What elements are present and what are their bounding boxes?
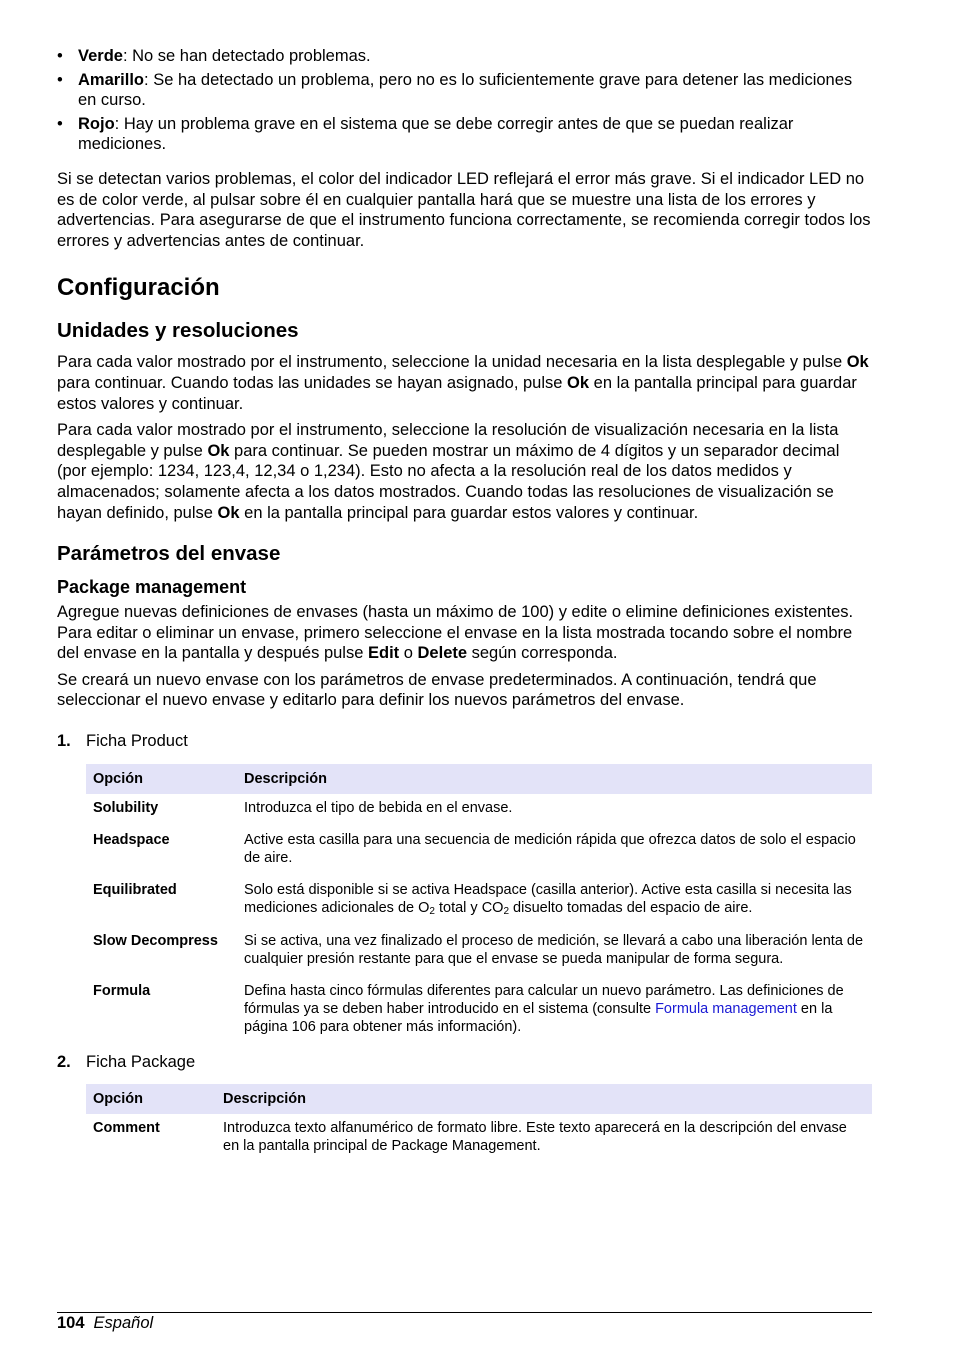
heading-parametros: Parámetros del envase (57, 542, 281, 566)
table-header-row (86, 764, 872, 794)
column-header-opcion: Opción (86, 764, 237, 794)
table-row: Comment Introduzca texto alfanumérico de formato libre. Este texto aparecerá en la descripción del envase en la pantalla principal de Package Management. (93, 1120, 847, 1155)
page-number: 104 (57, 1314, 85, 1332)
table-row: Slow Decompress Si se activa, una vez finalizado el proceso de medición, se llevará a cabo una liberación lenta de cualquier presión restante para que el envase se pueda manipular de forma segura. (93, 932, 864, 967)
table-row: Formula Defina hasta cinco fórmulas diferentes para calcular un nuevo parámetro. Las definiciones de fórmulas ya se deben haber introducido en el sistema (consulte Formula management en la página 106 para obtener más información). (93, 983, 844, 1036)
list-item: • Verde: No se han detectado problemas. (57, 46, 872, 67)
heading-unidades: Unidades y resoluciones (57, 319, 299, 343)
product-options-table (86, 764, 872, 1046)
heading-package-management: Package management (57, 577, 247, 598)
units-paragraph-1: Para cada valor mostrado por el instrumento, seleccione la unidad necesaria en la lista desplegable y pulse Ok para continuar. Cuando todas las unidades se hayan asignado, pulse Ok en la pantalla principal para guardar estos valores y continuar. (57, 353, 869, 413)
page-content (57, 46, 872, 1165)
page-footer (57, 1312, 872, 1333)
package-paragraph-2: Se creará un nuevo envase con los parámetros de envase predeterminados. A continuación, tendrá que seleccionar el nuevo envase y editarlo para definir los nuevos parámetros del envase. (57, 670, 817, 710)
package-paragraph-1: Agregue nuevas definiciones de envases (hasta un máximo de 100) y edite o elimine definiciones existentes. Para editar o eliminar un envase, primero seleccione el envase en la lista mostrada tocando sobre el nombre del envase en la pantalla y después pulse Edit o Delete según corresponda. (57, 603, 854, 663)
units-paragraph-2: Para cada valor mostrado por el instrumento, seleccione la resolución de visualización necesaria en la lista desplegable y pulse Ok para continuar. Se pueden mostrar un máximo de 4 dígitos y un separador decimal (por ejemplo: 1234, 123,4, 12,34 o 1,234). Esto no afecta a la resolución real de los datos medidos y almacenados; solamente afecta a los datos mostrados. Cuando todas las resoluciones de visualización se hayan definido, pulse Ok en la pantalla principal para guardar estos valores y continuar. (57, 421, 840, 522)
led-color-list (57, 46, 872, 155)
table-header-row (86, 1084, 872, 1114)
table-row: Equilibrated Solo está disponible si se activa Headspace (casilla anterior). Active esta casilla si necesita las mediciones adicionales de $O_2$ total y $CO_2$ disuelto tomadas del espacio de aire. (93, 882, 852, 918)
column-header-opcion: Opción (86, 1084, 216, 1114)
footer-language: Español (93, 1314, 154, 1332)
package-options-table (86, 1084, 872, 1164)
table-row: Solubility Introduzca el tipo de bebida en el envase. (93, 799, 513, 816)
step-2: 2. Ficha Package (57, 1052, 196, 1071)
table-row: Headspace Active esta casilla para una secuencia de medición rápida que ofrezca datos de solo el espacio de aire. (93, 831, 856, 867)
step-1: 1. Ficha Product (57, 732, 188, 751)
list-item: • Rojo: Hay un problema grave en el sistema que se debe corregir antes de que se puedan realizar mediciones. (57, 114, 872, 155)
list-item: • Amarillo: Se ha detectado un problema, pero no es lo suficientemente grave para detener las mediciones en curso. (57, 70, 872, 111)
column-header-descripcion: Descripción (216, 1084, 872, 1114)
led-paragraph: Si se detectan varios problemas, el color del indicador LED reflejará el error más grave. Si el indicador LED no es de color verde, al pulsar sobre él en cualquier pantalla hará que se muestre una lista de los errores y advertencias. Para asegurarse de que el instrumento funciona correctamente, se recomienda corregir todos los errores y advertencias antes de continuar. (57, 169, 871, 250)
column-header-descripcion: Descripción (237, 764, 872, 794)
heading-configuracion: Configuración (57, 274, 220, 302)
formula-management-link[interactable]: Formula management (655, 1001, 797, 1018)
